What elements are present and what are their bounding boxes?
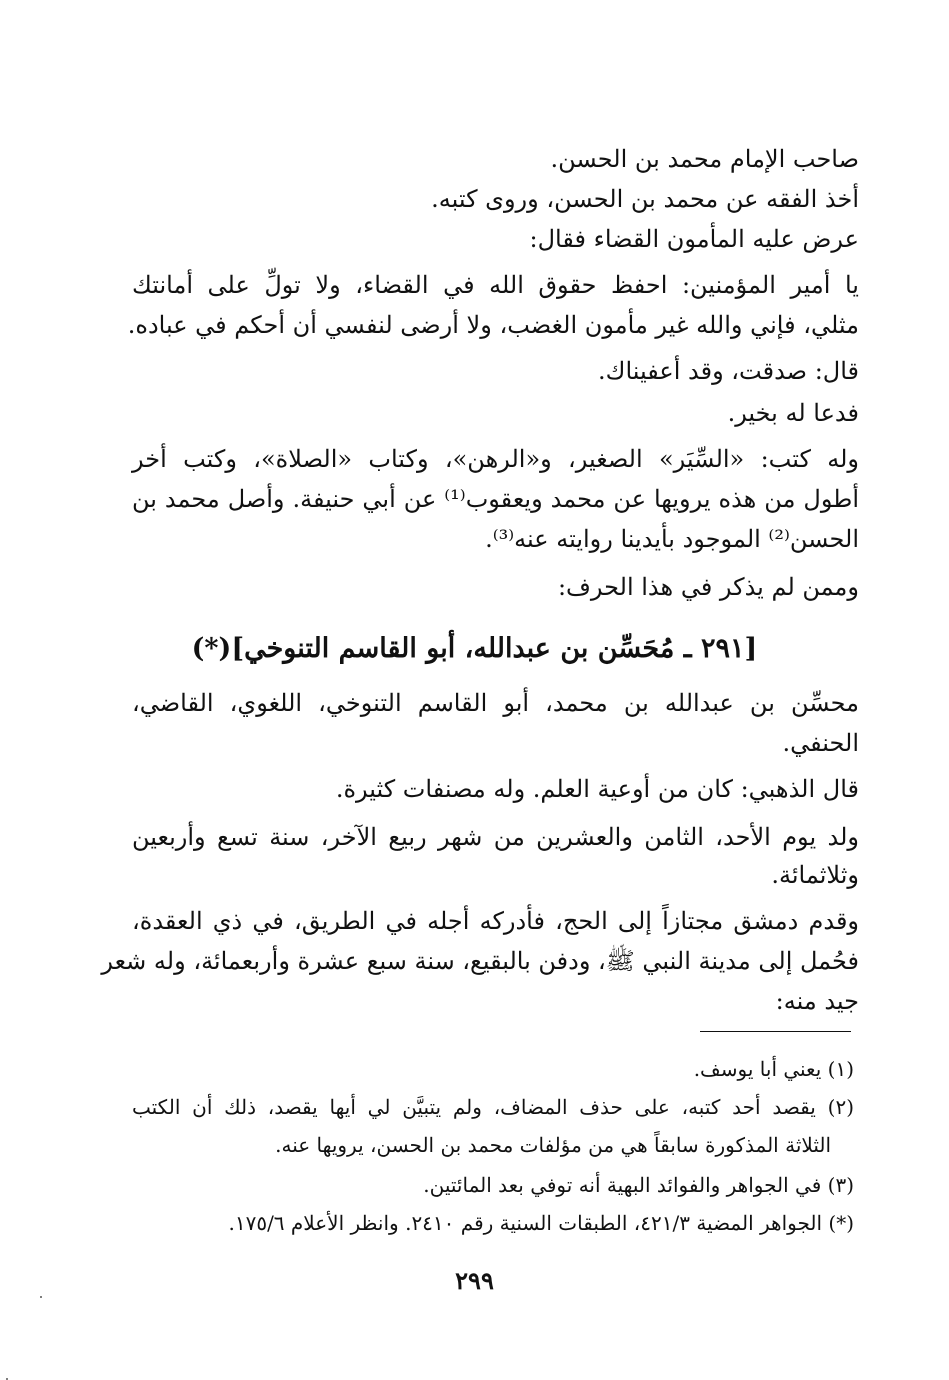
body-line-4: يا أمير المؤمنين: احفظ حقوق الله في القضاء، ولا تولِّ على أمانتك xyxy=(132,271,859,299)
footnote-3: (٣) في الجواهر والفوائد البهية أنه توفي بعد المائتين. xyxy=(423,1173,854,1197)
body-line-6: قال: صدقت، وقد أعفيناك. xyxy=(598,357,859,385)
entry-line-8: جيد منه: xyxy=(775,987,859,1015)
footnote-2: (٢) يقصد أحد كتبه، على حذف المضاف، ولم يتبيَّن لي أيها يقصد، ذلك أن الكتب xyxy=(132,1095,854,1119)
body-line-8: وله كتب: «السِّيَر» الصغير، و«الرهن»، وكتاب «الصلاة»، وكتب أخر xyxy=(132,445,859,473)
body-line-5: مثلي، فإني والله غير مأمون الغضب، ولا أرضى لنفسي أن أحكم في عباده. xyxy=(127,311,859,339)
entry-line-6: وقدم دمشق مجتازاً إلى الحج، فأدركه أجله في الطريق، في ذي العقدة، xyxy=(132,907,859,935)
entry-line-1: محسِّن بن عبدالله بن محمد، أبو القاسم التنوخي، اللغوي، القاضي، xyxy=(132,689,859,717)
page-number: ٢٩٩ xyxy=(455,1266,494,1295)
body-line-3: عرض عليه المأمون القضاء فقال: xyxy=(529,225,859,253)
entry-heading: [٢٩١ ـ مُحَسِّن بن عبدالله، أبو القاسم التنوخي](*) xyxy=(191,633,758,664)
entry-line-4: ولد يوم الأحد، الثامن والعشرين من شهر ربيع الآخر، سنة تسع وأربعين xyxy=(132,823,859,851)
scan-speck xyxy=(40,1296,42,1298)
body-line-10: الحسن⁽²⁾ الموجود بأيدينا روايته عنه⁽³⁾. xyxy=(485,525,859,553)
footnote-1: (١) يعني أبا يوسف. xyxy=(693,1057,854,1081)
entry-line-5: وثلاثمائة. xyxy=(771,861,859,889)
entry-line-2: الحنفي. xyxy=(782,729,859,757)
body-line-7: فدعا له بخير. xyxy=(727,399,859,427)
body-line-9: أطول من هذه يرويها عن محمد ويعقوب⁽¹⁾ عن أبي حنيفة. وأصل محمد بن xyxy=(132,485,859,513)
body-line-1: صاحب الإمام محمد بن الحسن. xyxy=(550,145,859,173)
body-line-2: أخذ الفقه عن محمد بن الحسن، وروى كتبه. xyxy=(431,185,859,213)
body-line-11: وممن لم يذكر في هذا الحرف: xyxy=(557,573,859,601)
footnote-star: (*) الجواهر المضية ٤٢١/٣، الطبقات السنية رقم ٢٤١٠. وانظر الأعلام ١٧٥/٦. xyxy=(228,1211,854,1235)
footnote-2-continued: الثلاثة المذكورة سابقاً هي من مؤلفات محمد بن الحسن، يرويها عنه. xyxy=(275,1133,831,1157)
footnote-separator xyxy=(700,1031,851,1032)
entry-line-7: فحُمل إلى مدينة النبي ﷺ، ودفن بالبقيع، سنة سبع عشرة وأربعمائة، وله شعر xyxy=(101,947,859,975)
entry-line-3: قال الذهبي: كان من أوعية العلم. وله مصنفات كثيرة. xyxy=(335,775,859,803)
